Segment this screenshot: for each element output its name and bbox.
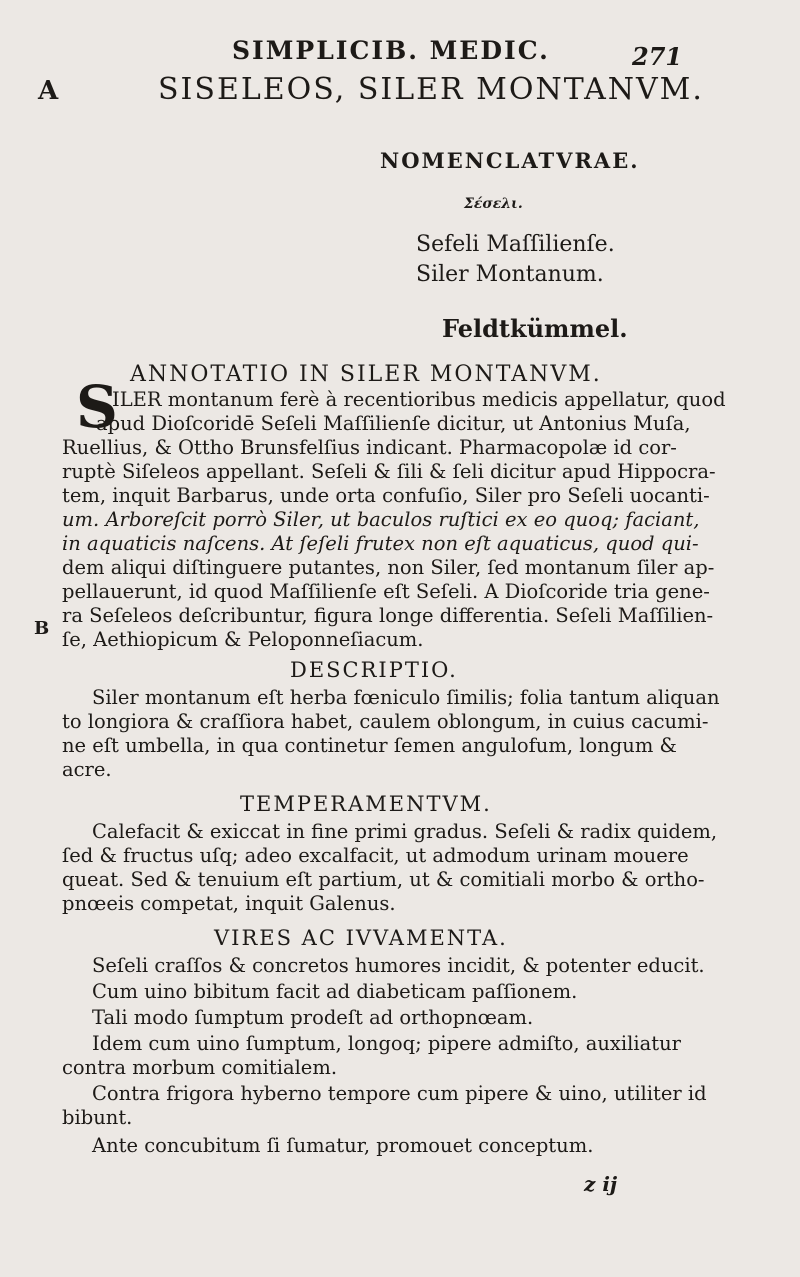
- signature-mark: z ij: [584, 1172, 618, 1196]
- page-number: 271: [632, 42, 683, 71]
- annotatio-line: apud Dioſcoridē Seſeli Maſſilienſe dicitur, ut Antonius Muſa,: [96, 412, 691, 435]
- vires-line: Idem cum uino ſumptum, longoq; pipere admiſto, auxiliatur: [92, 1032, 681, 1055]
- annotatio-line: ſe, Aethiopicum & Peloponneſiacum.: [62, 628, 424, 651]
- temperamentum-line: queat. Sed & tenuium eſt partium, ut & comitiali morbo & ortho-: [62, 868, 705, 891]
- temperamentum-line: Calefacit & exiccat in fine primi gradus. Seſeli & radix quidem,: [92, 820, 718, 843]
- annotatio-line: Ruellius, & Ottho Brunsfelſius indicant. Pharmacopolæ id cor-: [62, 436, 677, 459]
- annotatio-line: dem aliqui diſtinguere putantes, non Siler, ſed montanum ſiler ap-: [62, 556, 715, 579]
- vires-line: Contra frigora hyberno tempore cum pipere & uino, utiliter id: [92, 1082, 707, 1105]
- vires-line: Seſeli craſſos & concretos humores incidit, & potenter educit.: [92, 954, 705, 977]
- annotatio-line: in aquaticis naſcens. At ſeſeli frutex non eſt aquaticus, quod qui-: [62, 532, 699, 555]
- vires-heading: VIRES AC IVVAMENTA.: [214, 926, 508, 950]
- greek-name: Σέσελι.: [464, 196, 523, 212]
- page-title: SISELEOS, SILER MONTANVM.: [158, 72, 704, 107]
- temperamentum-line: pnœeis competat, inquit Galenus.: [62, 892, 396, 915]
- vires-line: Cum uino bibitum facit ad diabeticam paſſionem.: [92, 980, 578, 1003]
- temperamentum-line: ſed & fructus uſq; adeo excalfacit, ut admodum urinam mouere: [62, 844, 689, 867]
- annotatio-line: pellauerunt, id quod Maſſilienſe eſt Seſeli. A Dioſcoride tria gene-: [62, 580, 710, 603]
- descriptio-line: to longiora & craſſiora habet, caulem oblongum, in cuius cacumi-: [62, 710, 709, 733]
- margin-mark-a: A: [38, 76, 59, 106]
- annotatio-line: tem, inquit Barbarus, unde orta confuſio, Siler pro Seſeli uocanti-: [62, 484, 710, 507]
- annotatio-line: ra Seſeleos deſcribuntur, figura longe differentia. Seſeli Maſſilien-: [62, 604, 714, 627]
- descriptio-heading: DESCRIPTIO.: [290, 658, 458, 682]
- nomenclature-line: Sefeli Maſſilienſe.: [416, 232, 615, 257]
- drop-cap: S: [76, 373, 118, 441]
- nomenclature-heading: NOMENCLATVRAE.: [380, 148, 640, 173]
- nomenclature-line: Siler Montanum.: [416, 262, 604, 287]
- annotatio-line: ruptè Siſeleos appellant. Seſeli & ſili & ſeli dicitur apud Hippocra-: [62, 460, 716, 483]
- running-head: SIMPLICIB. MEDIC.: [232, 36, 550, 65]
- descriptio-line: ne eſt umbella, in qua continetur ſemen angulofum, longum &: [62, 734, 677, 757]
- annotatio-line: ILER montanum ferè à recentioribus medicis appellatur, quod: [112, 388, 726, 411]
- vires-line: bibunt.: [62, 1106, 133, 1129]
- vires-line: Tali modo ſumptum prodeſt ad orthopnœam.: [92, 1006, 534, 1029]
- vires-line: Ante concubitum ſi ſumatur, promouet conceptum.: [92, 1134, 594, 1157]
- vires-line: contra morbum comitialem.: [62, 1056, 338, 1079]
- german-name: Feldtkümmel.: [442, 314, 628, 343]
- descriptio-line: Siler montanum eſt herba fœniculo ſimilis; folia tantum aliquan: [92, 686, 720, 709]
- descriptio-line: acre.: [62, 758, 112, 781]
- annotatio-line: um. Arboreſcit porrò Siler, ut baculos ruſtici ex eo quoq; faciant,: [62, 508, 700, 531]
- margin-mark-b: B: [34, 618, 50, 639]
- annotatio-heading: ANNOTATIO IN SILER MONTANVM.: [130, 362, 602, 387]
- temperamentum-heading: TEMPERAMENTVM.: [240, 792, 492, 816]
